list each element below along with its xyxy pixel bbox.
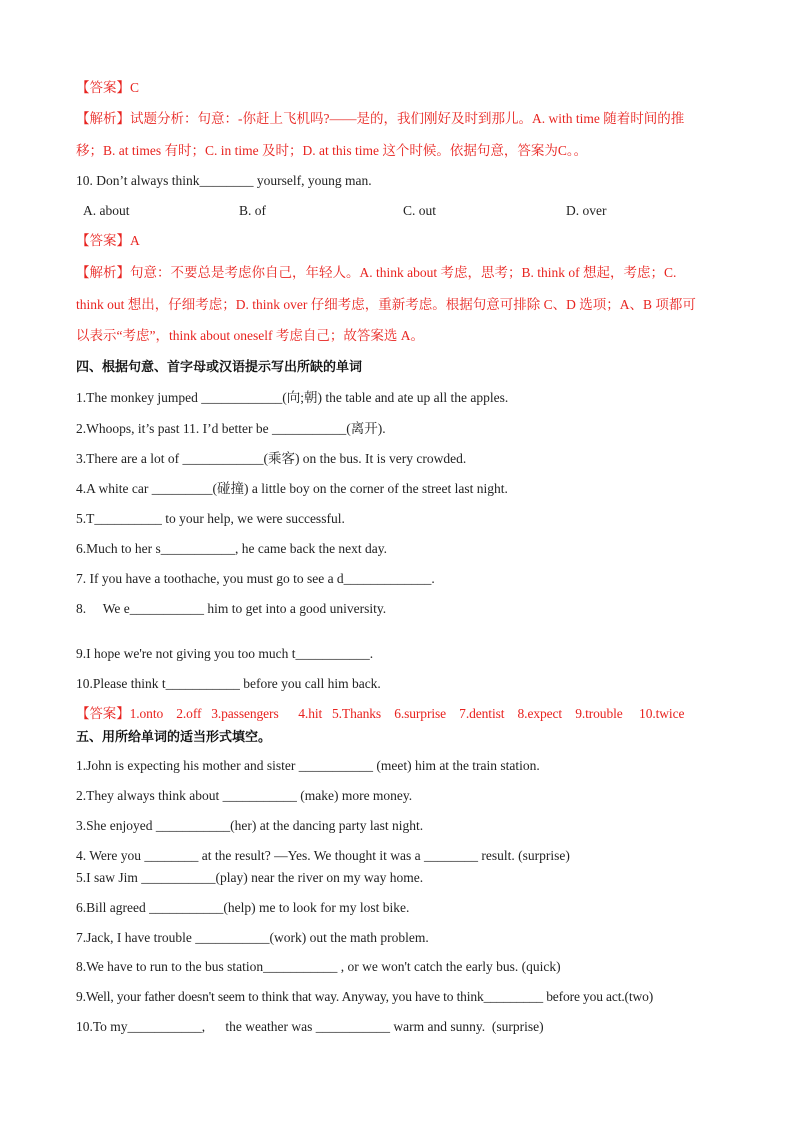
answer-9-label: 【答案】C (76, 80, 140, 95)
answer-item: 10.twice (639, 706, 685, 721)
option-c: C. out (403, 203, 437, 218)
section-4-item-6: 6.Much to her s___________, he came back the next day. (76, 541, 388, 556)
section-4-heading: 四、根据句意、首字母或汉语提示写出所缺的单词 (76, 360, 363, 375)
section-4-item-10: 10.Please think t___________ before you call him back. (76, 676, 381, 691)
question-10: 10. Don’t always think________ yourself, young man. (76, 173, 372, 188)
analysis-10-line-2: think out 想出，仔细考虑；D. think over 仔细考虑，重新考虑。根据句意可排除 C、D 选项；A、B 项都可 (76, 297, 696, 312)
analysis-10-line-3: 以表示“考虑”，think about oneself 考虑自己；故答案选 A。 (76, 328, 424, 343)
analysis-10-line-1: 【解析】句意：不要总是考虑你自己，年轻人。A. think about 考虑，思考；B. think of 想起，考虑；C. (76, 265, 677, 280)
answer-item: 1.onto (129, 706, 164, 721)
section-4-item-8: 8. We e___________ him to get into a good university. (76, 601, 387, 616)
section-4-item-9: 9.I hope we're not giving you too much t___________. (76, 646, 374, 661)
section-4-item-3: 3.There are a lot of ____________(乘客) on the bus. It is very crowded. (76, 451, 467, 466)
section-4-item-4: 4.A white car _________(碰撞) a little boy on the corner of the street last night. (76, 481, 508, 496)
answer-item: 7.dentist (459, 706, 505, 721)
option-a: A. about (83, 203, 130, 218)
section-5-item-4: 4. Were you ________ at the result? —Yes. We thought it was a ________ result. (surprise) (76, 848, 570, 863)
section-5-item-5: 5.I saw Jim ___________(play) near the river on my way home. (76, 870, 424, 885)
section-4-item-5: 5.T__________ to your help, we were successful. (76, 511, 345, 526)
analysis-9-line-1: 【解析】试题分析：句意：-你赶上飞机吗?——是的，我们刚好及时到那儿。A. with time 随着时间的推 (76, 111, 685, 126)
section-4-answers (76, 705, 740, 723)
section-5-item-9: 9.Well, your father doesn't seem to think that way. Anyway, you have to think_________ before you act.(two) (76, 989, 654, 1004)
section-5-heading: 五、用所给单词的适当形式填空。 (76, 730, 272, 745)
answer-item: 9.trouble (575, 706, 623, 721)
section-4-item-2: 2.Whoops, it’s past 11. I’d better be ___________(离开). (76, 421, 386, 436)
section-5-item-6: 6.Bill agreed ___________(help) me to look for my lost bike. (76, 900, 410, 915)
section-5-item-1: 1.John is expecting his mother and sister ___________ (meet) him at the train station. (76, 758, 540, 773)
answer-item: 5.Thanks (332, 706, 382, 721)
answer-item: 3.passengers (211, 706, 279, 721)
option-d: D. over (566, 203, 607, 218)
analysis-9-line-2: 移；B. at times 有时；C. in time 及时；D. at this time 这个时候。依据句意，答案为C。。 (76, 143, 588, 158)
section-5-item-2: 2.They always think about ___________ (make) more money. (76, 788, 413, 803)
section-5-item-8: 8.We have to run to the bus station___________ , or we won't catch the early bus. (quick) (76, 959, 561, 974)
section-4-item-7: 7. If you have a toothache, you must go to see a d_____________. (76, 571, 435, 586)
question-10-options (76, 202, 740, 220)
section-5-item-7: 7.Jack, I have trouble ___________(work) out the math problem. (76, 930, 429, 945)
answers-label: 【答案】 (76, 706, 130, 721)
section-5-item-3: 3.She enjoyed ___________(her) at the dancing party last night. (76, 818, 424, 833)
answer-10-label: 【答案】A (76, 233, 140, 248)
answer-item: 8.expect (517, 706, 563, 721)
answer-item: 2.off (176, 706, 202, 721)
answer-item: 6.surprise (394, 706, 447, 721)
section-4-item-1: 1.The monkey jumped ____________(向;朝) the table and ate up all the apples. (76, 390, 509, 405)
section-5-item-10: 10.To my___________, the weather was ___________ warm and sunny. (surprise) (76, 1019, 544, 1034)
answer-item: 4.hit (298, 706, 323, 721)
option-b: B. of (239, 203, 266, 218)
